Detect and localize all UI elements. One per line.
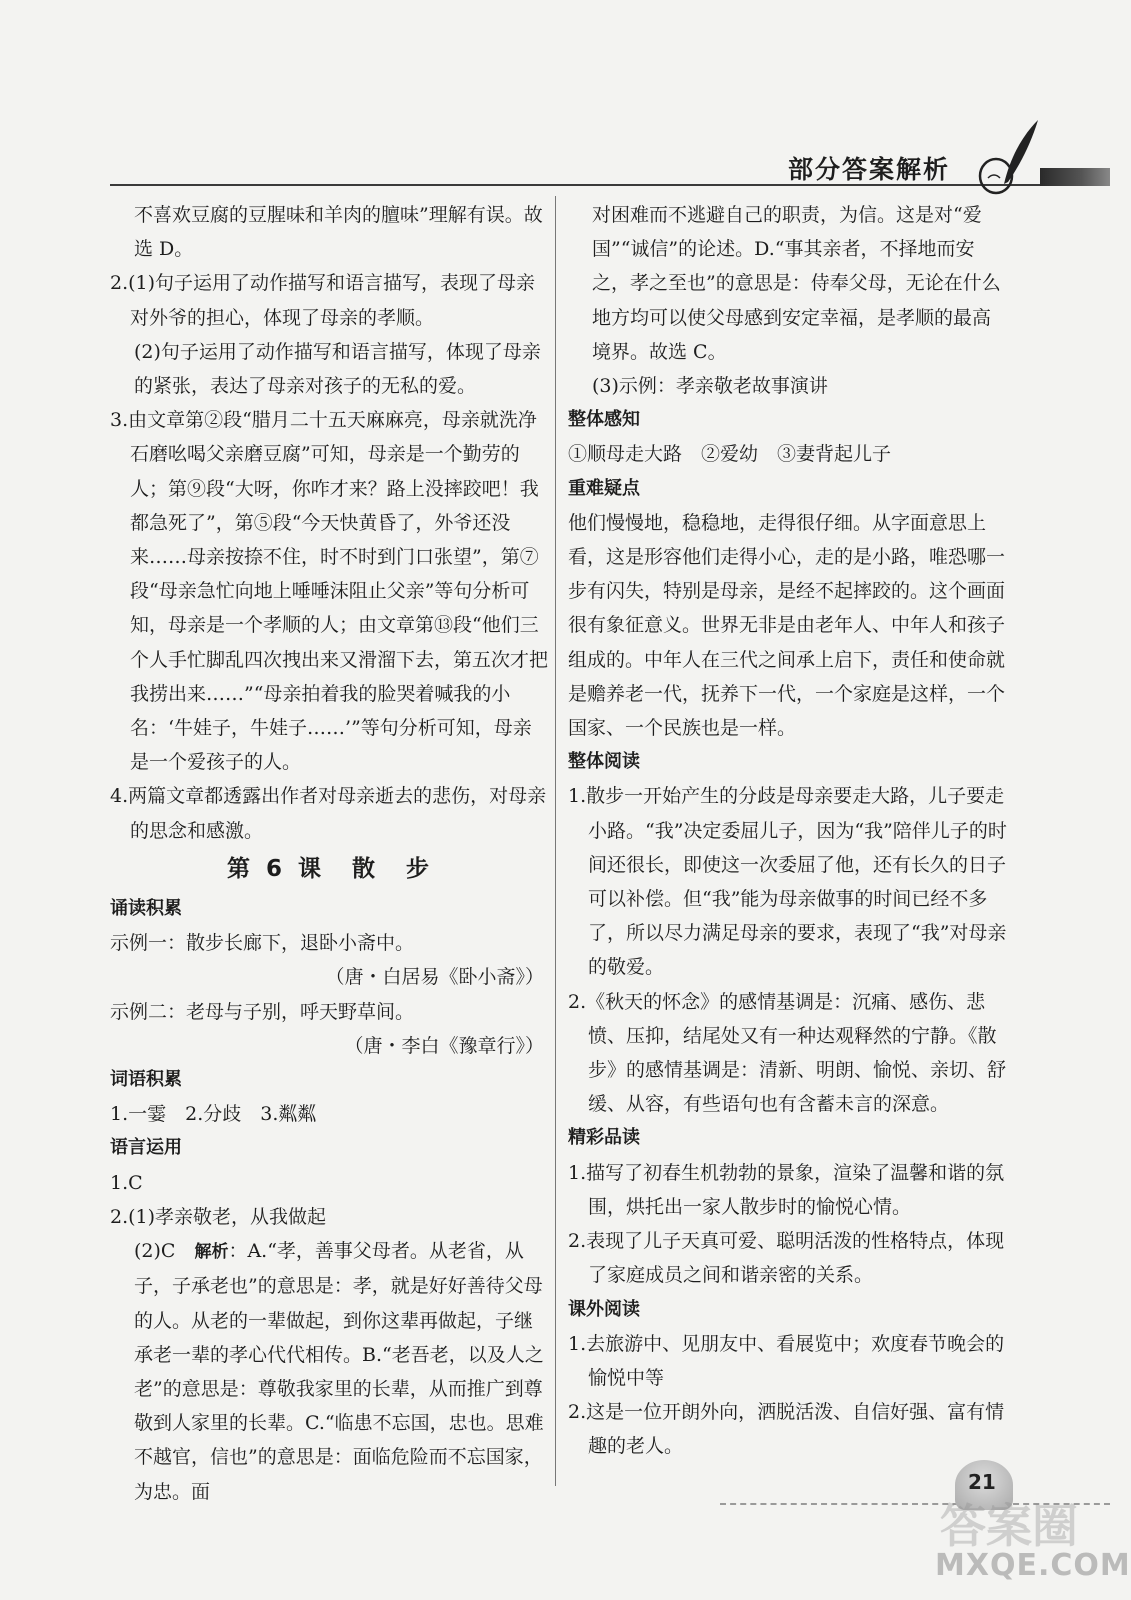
answer-item: 1.散步一开始产生的分歧是母亲要走大路，儿子要走小路。“我”决定委屈儿子，因为“我”陪伴儿子的时间还很长，即使这一次委屈了他，还有长久的日子可以补偿。但“我”能为母亲做事的时间已经不多了，所以尽力满足母亲的要求，表现了“我”对母亲的敬爱。	[568, 785, 1007, 979]
answer-item: 3.由文章第②段“腊月二十五天麻麻亮，母亲就洗净石磨吆喝父亲磨豆腐”可知，母亲是一个勤劳的人；第⑨段“大呀，你咋才来？路上没摔跤吧！我都急死了”，第⑤段“今天快黄昏了，外爷还没来……母亲按捺不住，时不时到门口张望”，第⑦段“母亲急忙向地上唾唾沫阻止父亲”等句分析可知，母亲是一个孝顺的人；由文章第⑬段“他们三个人手忙脚乱四次拽出来又滑溜下去，第五次才把我捞出来……”“母亲拍着我的脸哭着喊我的小名：‘牛娃子，牛娃子……’”等句分析可知，母亲是一个爱孩子的人。	[110, 409, 549, 774]
section-heading: 精彩品读	[568, 1127, 640, 1149]
answer-choice: (2)C	[134, 1240, 195, 1263]
answer-item: 示例一：散步长廊下，退卧小斋中。	[110, 932, 415, 955]
section-heading: 整体感知	[568, 409, 640, 431]
watermark-logo: 答案圈	[940, 1499, 1078, 1553]
answer-item: 2.表现了儿子天真可爱、聪明活泼的性格特点，体现了家庭成员之间和谐亲密的关系。	[568, 1230, 1005, 1287]
answer-paragraph: 不喜欢豆腐的豆腥味和羊肉的膻味”理解有误。故选 D。	[134, 204, 543, 261]
right-column	[568, 198, 1008, 1464]
analysis-label: 解析	[194, 1242, 229, 1263]
lesson-title: 第 6 课 散 步	[226, 855, 434, 882]
analysis-text: ：A.“孝，善事父母者。从老省，从子，子承老也”的意思是：孝，就是好好善待父母的人。从老的一辈做起，到你这辈再做起，子继承老一辈的孝心代代相传。B.“老吾老，以及人之老”的意思是：尊敬我家里的长辈，从而推广到尊敬到人家里的长辈。C.“临患不忘国，忠也。思难不越官，信也”的意思是：面临危险而不忘国家，为忠。面	[134, 1240, 544, 1503]
answer-item: 4.两篇文章都透露出作者对母亲逝去的悲伤，对母亲的思念和感激。	[110, 785, 547, 842]
answer-item: 1.去旅游中、见朋友中、看展览中；欢度春节晚会的愉悦中等	[568, 1332, 1005, 1389]
section-title: 部分答案解析	[788, 155, 951, 184]
answer-item: 示例二：老母与子别，呼天野草间。	[110, 1000, 415, 1023]
answer-item: 1.一霎 2.分歧 3.粼粼	[110, 1103, 317, 1126]
answer-paragraph: 对困难而不逃避自己的职责，为信。这是对“爱国”“诚信”的论述。D.“事其亲者，不择地而安之，孝之至也”的意思是：侍奉父母，无论在什么地方均可以使父母感到安定幸福，是孝顺的最高境界。故选 C。	[592, 204, 1001, 363]
section-heading: 诵读积累	[110, 898, 182, 920]
answer-item: ①顺母走大路 ②爱幼 ③妻背起儿子	[568, 443, 892, 466]
answer-item: 2.(1)孝亲敬老，从我做起	[110, 1205, 327, 1228]
section-heading: 整体阅读	[568, 751, 640, 773]
section-heading: 词语积累	[110, 1069, 182, 1091]
answer-item: 1.C	[110, 1171, 143, 1194]
left-column	[110, 198, 550, 1509]
answer-paragraph: 他们慢慢地，稳稳地，走得很仔细。从字面意思上看，这是形容他们走得小心，走的是小路，唯恐哪一步有闪失，特别是母亲，是经不起摔跤的。这个画面很有象征意义。世界无非是由老年人、中年人和孩子组成的。中年人在三代之间承上启下，责任和使命就是赡养老一代，抚养下一代，一个家庭是这样，一个国家、一个民族也是一样。	[568, 511, 1006, 740]
watermark-text: MXQE.COM	[935, 1548, 1131, 1583]
source-citation: （唐・李白《豫章行》）	[344, 1034, 544, 1057]
answer-item: 1.描写了初春生机勃勃的景象，渲染了温馨和谐的氛围，烘托出一家人散步时的愉悦心情。	[568, 1161, 1005, 1218]
answer-item	[110, 1234, 550, 1509]
answer-item: 2.这是一位开朗外向，洒脱活泼、自信好强、富有情趣的老人。	[568, 1401, 1005, 1458]
page-number: 21	[968, 1470, 996, 1494]
answer-item: 2.《秋天的怀念》的感情基调是：沉痛、感伤、悲愤、压抑，结尾处又有一种达观释然的宁静。《散步》的感情基调是：清新、明朗、愉悦、亲切、舒缓、从容，有些语句也有含蓄未言的深意。	[568, 990, 1007, 1116]
section-heading: 课外阅读	[568, 1298, 640, 1320]
source-citation: （唐・白居易《卧小斋》）	[325, 966, 544, 989]
header-bar-decoration	[1040, 168, 1110, 186]
answer-item: 2.(1)句子运用了动作描写和语言描写，表现了母亲对外爷的担心，体现了母亲的孝顺。	[110, 272, 536, 329]
section-heading: 重难疑点	[568, 477, 640, 499]
column-divider	[555, 196, 556, 1486]
quill-icon	[974, 118, 1044, 198]
answer-item: (3)示例：孝亲敬老故事演讲	[592, 375, 828, 398]
section-heading: 语言运用	[110, 1137, 182, 1159]
answer-item: (2)句子运用了动作描写和语言描写，体现了母亲的紧张，表达了母亲对孩子的无私的爱。	[134, 340, 541, 398]
